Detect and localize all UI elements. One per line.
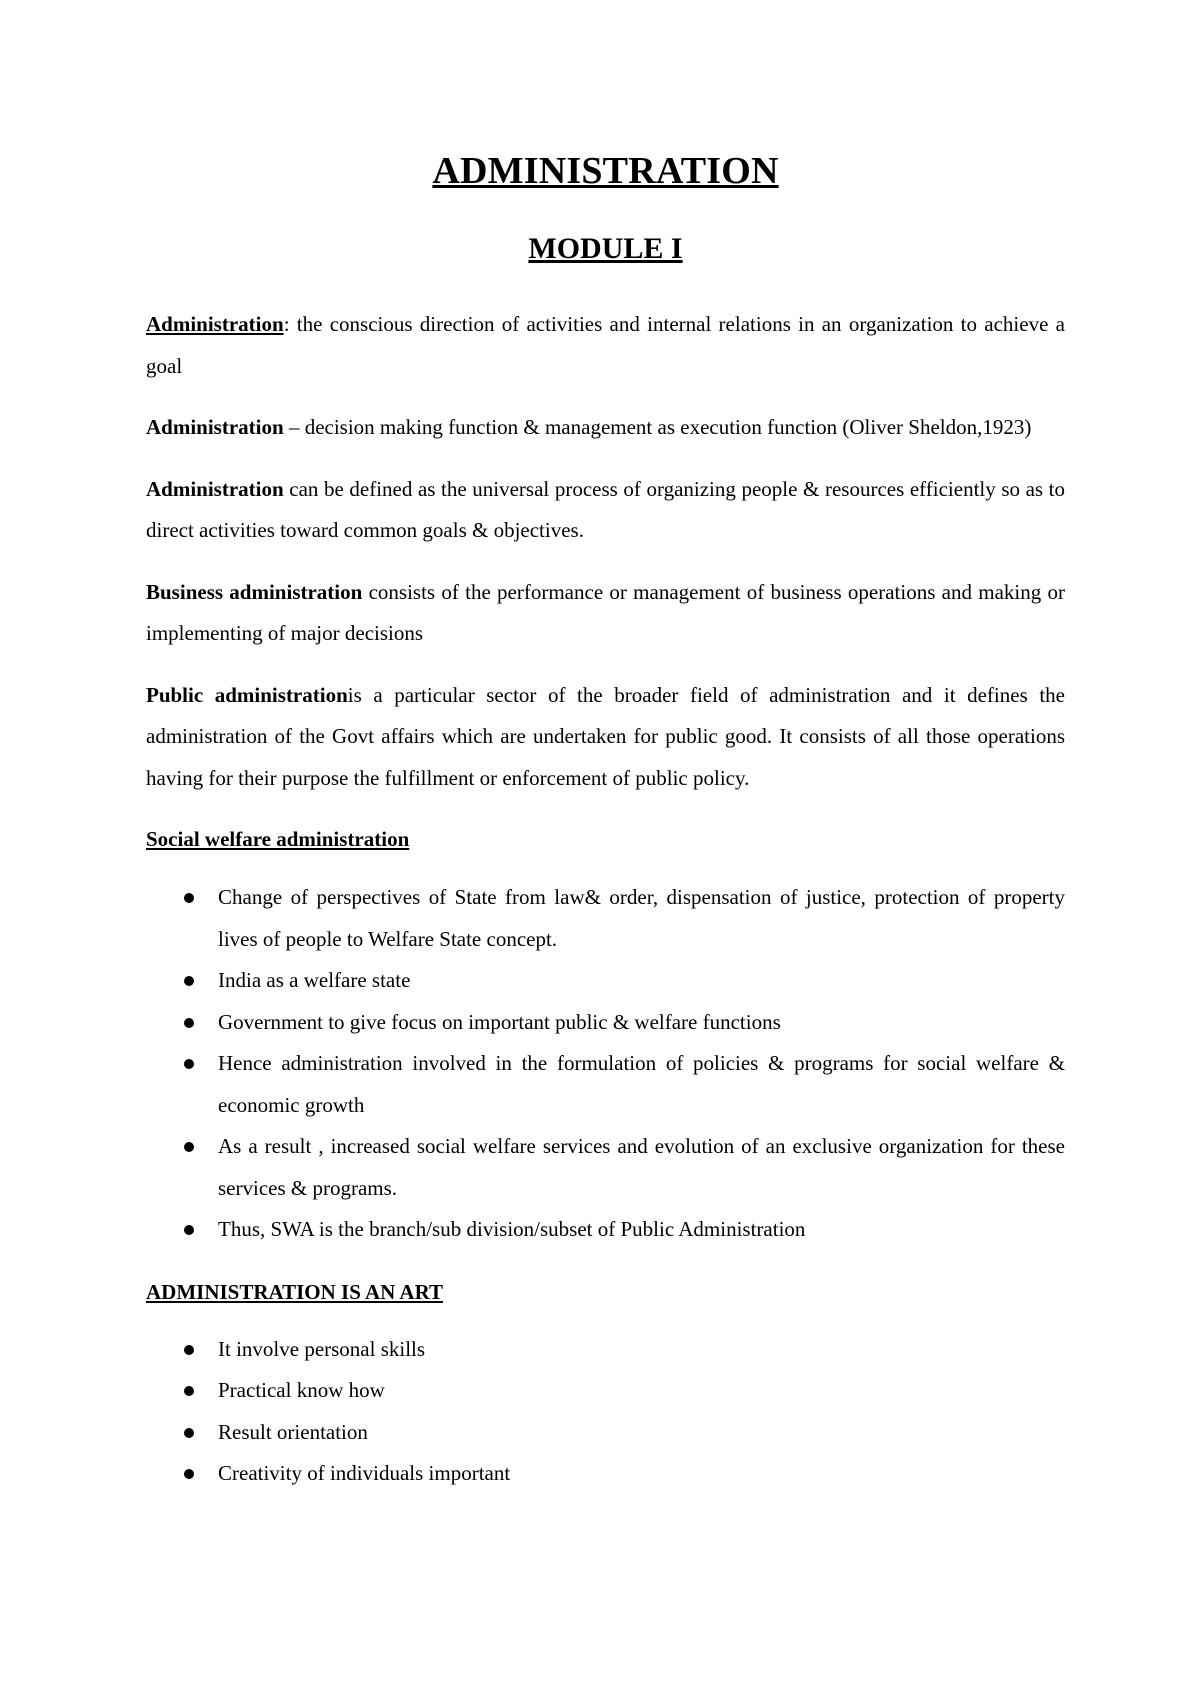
definition-administration-2 — [146, 407, 1065, 449]
list-item — [218, 1329, 1065, 1371]
list-item-text: Creativity of individuals important — [218, 1461, 511, 1485]
definition-text: : the conscious direction of activities and internal relations in an organization to achieve a goal — [146, 312, 1065, 378]
bullet-icon — [184, 1142, 194, 1152]
list-item-text: Hence administration involved in the formulation of policies & programs for social welfare & economic growth — [218, 1051, 1065, 1117]
definition-term: Business administration — [146, 579, 363, 604]
definition-term: Public administration — [146, 682, 348, 707]
bullet-icon — [184, 1225, 194, 1235]
bullet-icon — [184, 976, 194, 986]
bullet-icon — [184, 1428, 194, 1438]
bullet-icon — [184, 1386, 194, 1396]
definition-text: – decision making function & management as execution function (Oliver Sheldon,1923) — [283, 415, 1032, 439]
list-item-text: India as a welfare state — [218, 968, 411, 992]
definition-administration-3 — [146, 469, 1065, 552]
bullet-icon — [184, 893, 194, 903]
social-welfare-heading: Social welfare administration — [146, 827, 410, 851]
definition-text: consists of the performance or management of business operations and making or implementing of major decisions — [146, 579, 1065, 645]
bullet-icon — [184, 1469, 194, 1479]
definition-term: Administration — [146, 415, 284, 439]
definition-business-administration — [146, 572, 1065, 655]
list-item — [218, 1209, 1065, 1251]
definition-text: can be defined as the universal process of organizing people & resources efficiently so as to direct activities toward common goals & objectives. — [146, 476, 1065, 542]
bullet-icon — [184, 1059, 194, 1069]
list-item — [218, 1043, 1065, 1126]
administration-art-list — [146, 1329, 1065, 1495]
list-item — [218, 1453, 1065, 1495]
definition-administration-1 — [146, 304, 1065, 387]
bullet-icon — [184, 1345, 194, 1355]
definition-term: Administration — [146, 312, 284, 336]
definition-public-administration — [146, 675, 1065, 800]
module-heading: MODULE I — [528, 232, 683, 265]
list-item — [218, 1412, 1065, 1454]
list-item-text: Practical know how — [218, 1378, 385, 1402]
list-item — [218, 1126, 1065, 1209]
social-welfare-list — [146, 877, 1065, 1251]
list-item — [218, 960, 1065, 1002]
list-item — [218, 1370, 1065, 1412]
administration-art-heading: ADMINISTRATION IS AN ART — [146, 1279, 444, 1304]
list-item-text: Change of perspectives of State from law& order, dispensation of justice, protection of property lives of people to Welfare State concept. — [218, 885, 1065, 951]
list-item-text: Government to give focus on important public & welfare functions — [218, 1009, 781, 1034]
definition-text: is a particular sector of the broader field of administration and it defines the administration of the Govt affairs which are undertaken for public good. It consists of all those operations having for their purpose the fulfillment or enforcement of public policy. — [146, 682, 1065, 790]
list-item — [218, 1002, 1065, 1044]
list-item-text: Result orientation — [218, 1419, 368, 1444]
list-item-text: It involve personal skills — [218, 1336, 426, 1361]
document-title: ADMINISTRATION — [432, 150, 779, 192]
list-item — [218, 877, 1065, 960]
list-item-text: As a result , increased social welfare services and evolution of an exclusive organization for these services & programs. — [218, 1134, 1065, 1200]
list-item-text: Thus, SWA is the branch/sub division/subset of Public Administration — [218, 1217, 806, 1241]
definition-term: Administration — [146, 476, 284, 501]
bullet-icon — [184, 1018, 194, 1028]
